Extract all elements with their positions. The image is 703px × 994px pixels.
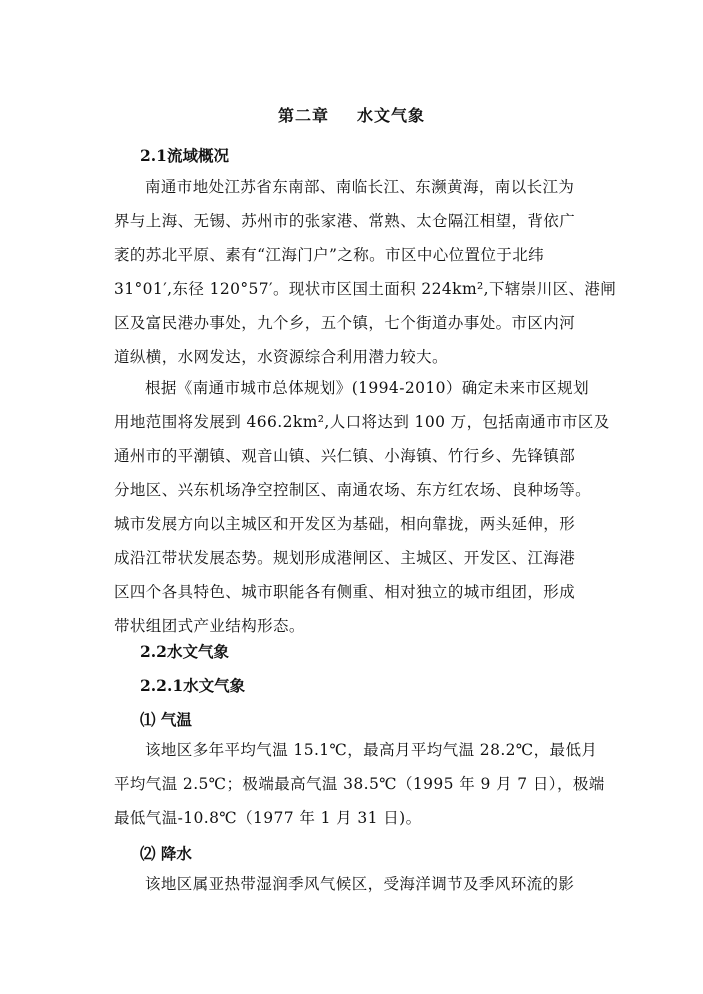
- paragraph-city-planning: [114, 371, 610, 643]
- text-line: 带状组团式产业结构形态。: [114, 617, 305, 635]
- text-line: 该地区属亚热带湿润季风气候区，受海洋调节及季风环流的影: [145, 875, 575, 893]
- chapter-label: 第二章: [277, 106, 329, 125]
- text-line: 成沿江带状发展态势。规划形成港闸区、主城区、开发区、江海港: [114, 549, 576, 567]
- text-line: 平均气温 2.5℃；极端最高气温 38.5℃（1995 年 9 月 7 日），极端: [114, 775, 605, 793]
- text-line: 界与上海、无锡、苏州市的张家港、常熟、太仓隔江相望，背依广: [114, 212, 576, 230]
- text-line: 袤的苏北平原、素有“江海门户”之称。市区中心位置位于北纬: [114, 246, 545, 264]
- text-line: 城市发展方向以主城区和开发区为基础，相向靠拢，两头延伸，形: [114, 515, 576, 533]
- text-line: 根据《南通市城市总体规划》(1994-2010）确定未来市区规划: [145, 379, 589, 397]
- paragraph-precipitation: [114, 867, 604, 901]
- chapter-title: [0, 103, 703, 126]
- text-line: 通州市的平潮镇、观音山镇、兴仁镇、小海镇、竹行乡、先锋镇部: [114, 447, 576, 465]
- text-line: 南通市地处江苏省东南部、南临长江、东濒黄海，南以长江为: [145, 178, 575, 196]
- section-heading-2-1: 2.1流域概况: [140, 146, 229, 165]
- text-line: 分地区、兴东机场净空控制区、南通农场、东方红农场、良种场等。: [114, 481, 592, 499]
- chapter-name: 水文气象: [357, 106, 426, 125]
- text-line: 31°01′,东径 120°57′。现状市区国土面积 224km²,下辖崇川区、港闸: [114, 280, 617, 298]
- text-line: 用地范围将发展到 466.2km²,人口将达到 100 万，包括南通市市区及: [114, 413, 610, 431]
- section-heading-2-2: 2.2水文气象: [140, 642, 229, 661]
- text-line: 区及富民港办事处，九个乡，五个镇，七个街道办事处。市区内河: [114, 314, 576, 332]
- text-line: 区四个各具特色、城市职能各有侧重、相对独立的城市组团，形成: [114, 583, 576, 601]
- section-heading-2-2-1: 2.2.1水文气象: [140, 676, 246, 695]
- subheading-temperature: ⑴ 气温: [140, 710, 192, 729]
- paragraph-temperature: [114, 733, 604, 835]
- text-line: 最低气温-10.8℃（1977 年 1 月 31 日)。: [114, 809, 422, 827]
- subheading-precipitation: ⑵ 降水: [140, 844, 192, 863]
- text-line: 该地区多年平均气温 15.1℃，最高月平均气温 28.2℃，最低月: [145, 741, 598, 759]
- paragraph-basin-overview: [114, 170, 617, 374]
- text-line: 道纵横，水网发达，水资源综合利用潜力较大。: [114, 348, 448, 366]
